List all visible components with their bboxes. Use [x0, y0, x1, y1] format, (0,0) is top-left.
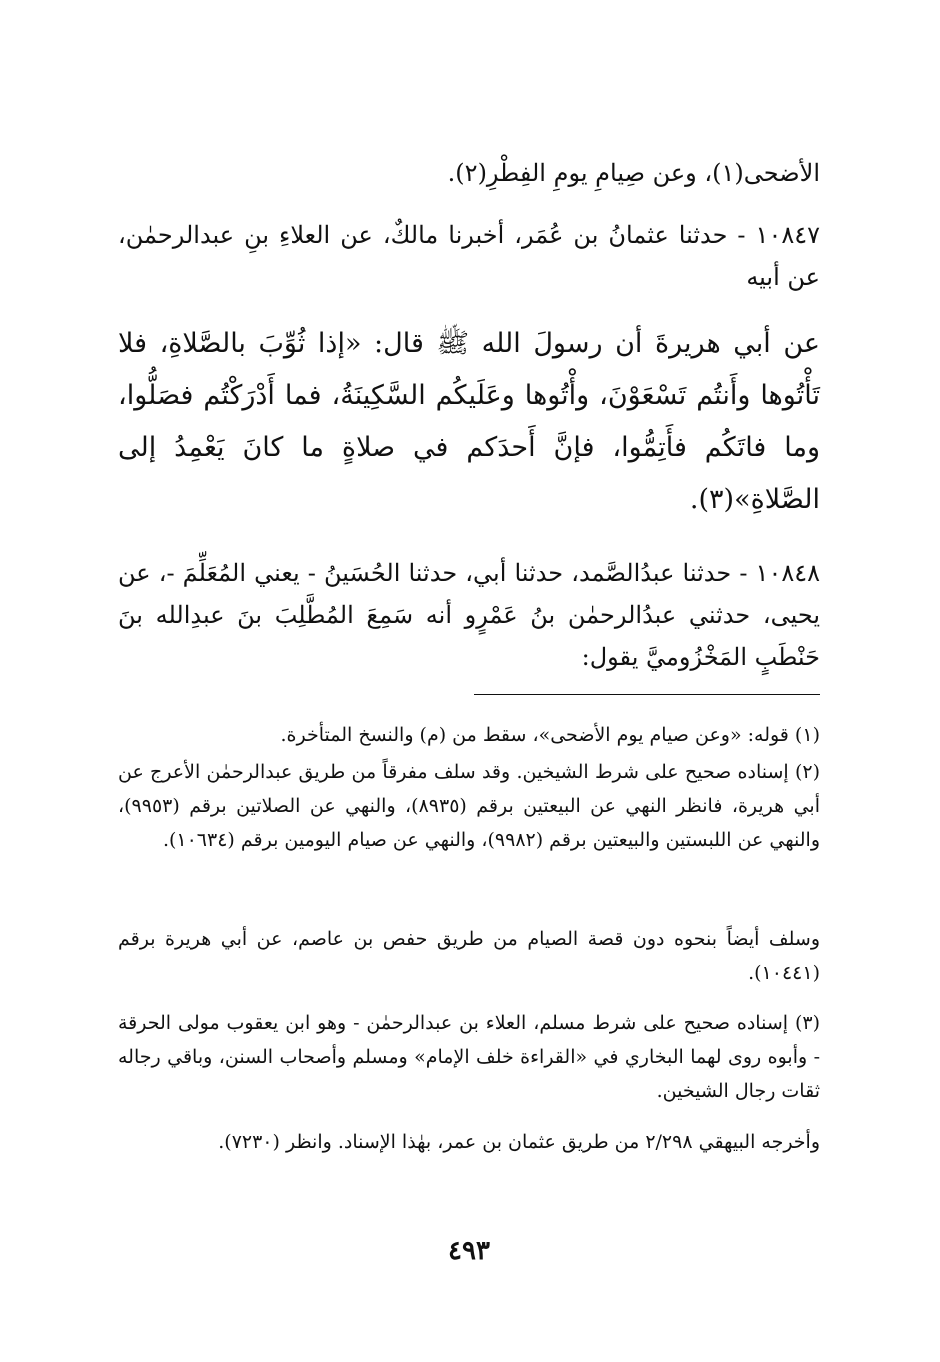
footnote-3: (٣) إسناده صحيح على شرط مسلم، العلاء بن عبدالرحمٰن - وهو ابن يعقوب مولى الحرقة - وأبوه روى لهما البخاري في «القراءة خلف الإمام» ومسلم وأصحاب السنن، وباقي رجاله ثقات رجال الشيخين.: [118, 1012, 820, 1102]
footnote-2: (٢) إسناده صحيح على شرط الشيخين. وقد سلف مفرقاً من طريق عبدالرحمٰن الأعرج عن أبي هريرة، فانظر النهي عن البيعتين برقم (٨٩٣٥)، والنهي عن الصلاتين برقم (٩٩٥٣)، والنهي عن اللبستين والبيعتين برقم (٩٩٨٢)، والنهي عن صيام اليومين برقم (١٠٦٣٤).: [118, 761, 820, 851]
footnote-divider: [474, 694, 820, 695]
main-text-paragraph-1: الأضحى(١)، وعن صِيامِ يومِ الفِطْرِ(٢).: [447, 159, 820, 187]
footnote-1: (١) قوله: «وعن صيام يوم الأضحى»، سقط من (م) والنسخ المتأخرة.: [280, 724, 820, 746]
book-page: [118, 0, 820, 1362]
hadith-10847-matn: عن أبي هريرةَ أن رسولَ الله ﷺ قال: «إذا ثُوِّبَ بالصَّلاةِ، فلا تَأْتُوها وأَنتُم تَسْعَوْنَ، وأْتُوها وعَلَيكُم السَّكِينَةُ، فما أَدْرَكْتُم فصَلُّوا، وما فاتَكُم فأَتِمُّوا، فإنَّ أَحدَكم في صلاةٍ ما كانَ يَعْمِدُ إلى الصَّلاةِ»(٣).: [118, 328, 820, 515]
page-number: ٤٩٣: [448, 1236, 490, 1266]
hadith-10848-isnad: ١٠٨٤٨ - حدثنا عبدُالصَّمد، حدثنا أبي، حدثنا الحُسَينُ - يعني المُعَلِّمَ -، عن يحيى، حدثني عبدُالرحمٰن بنُ عَمْرٍو أنه سَمِعَ المُطَّلِبَ بنَ عبدِالله بنَ حَنْطَبٍ المَخْزُوميَّ يقول:: [118, 559, 821, 671]
footnote-2-continued: وسلف أيضاً بنحوه دون قصة الصيام من طريق حفص بن عاصم، عن أبي هريرة برقم (١٠٤٤١).: [118, 928, 820, 984]
hadith-10847-isnad: ١٠٨٤٧ - حدثنا عثمانُ بن عُمَر، أخبرنا مالكٌ، عن العلاءِ بنِ عبدالرحمٰن، عن أبيه: [118, 221, 820, 291]
footnote-3-continued: وأخرجه البيهقي ٢/٢٩٨ من طريق عثمان بن عمر، بهٰذا الإسناد. وانظر (٧٢٣٠).: [218, 1131, 820, 1153]
